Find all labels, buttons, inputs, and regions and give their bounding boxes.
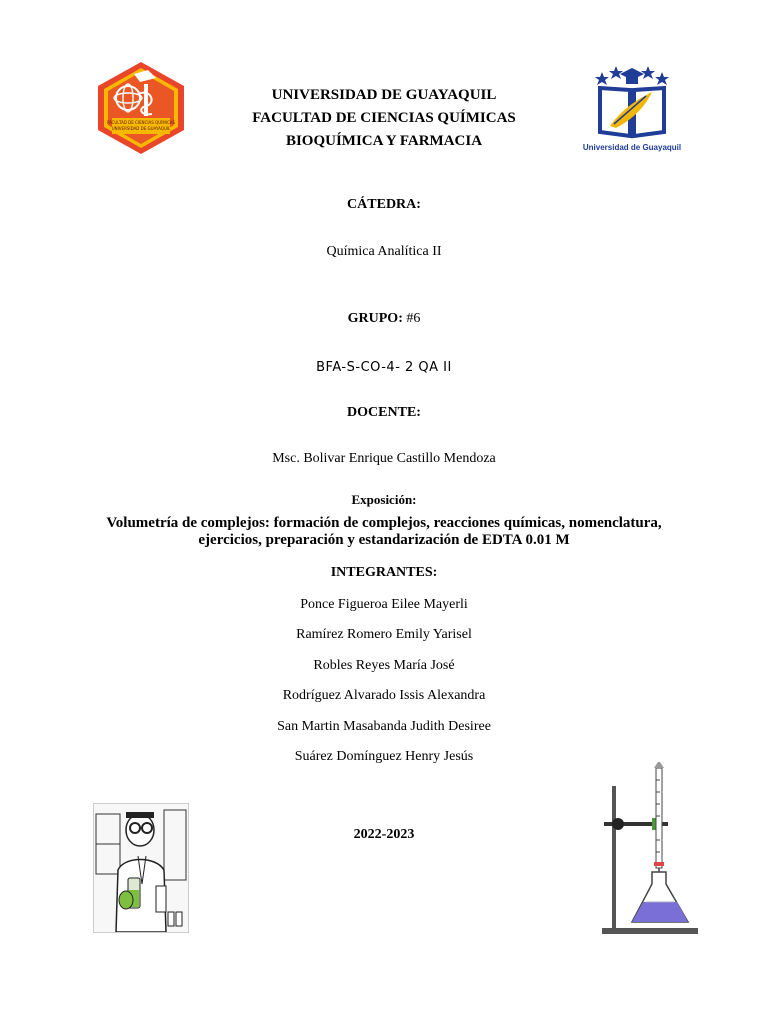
titration-apparatus-icon (588, 760, 708, 940)
member-2: Ramírez Romero Emily Yarisel (296, 627, 472, 642)
integrantes-label: INTEGRANTES: (330, 565, 438, 580)
header-university: UNIVERSIDAD DE GUAYAQUIL (271, 87, 497, 103)
catedra-value: Química Analítica II (326, 244, 442, 259)
academic-year: 2022-2023 (353, 827, 415, 842)
faculty-logo-caption-1: FACULTAD DE CIENCIAS QUÍMICAS (106, 120, 176, 125)
course-code: BFA-S-CO-4- 2 QA II (316, 360, 452, 375)
member-4: Rodríguez Alvarado Issis Alexandra (282, 688, 486, 703)
header-faculty: FACULTAD DE CIENCIAS QUÍMICAS (252, 110, 516, 126)
member-3: Robles Reyes María José (313, 658, 455, 673)
header-career: BIOQUÍMICA Y FARMACIA (285, 133, 483, 149)
exposicion-title-1: Volumetría de complejos: formación de complejos, reacciones químicas, nomenclatura, (106, 515, 662, 531)
faculty-logo-caption-2: UNIVERSIDAD DE GUAYAQUIL (111, 126, 171, 131)
scientist-icon (94, 804, 188, 932)
exposicion-label: Exposición: (351, 492, 417, 507)
titration-image (588, 760, 708, 940)
catedra-label: CÁTEDRA: (347, 197, 421, 212)
grupo-line (0, 311, 768, 327)
member-5: San Martin Masabanda Judith Desiree (277, 719, 491, 734)
docente-name: Msc. Bolivar Enrique Castillo Mendoza (272, 451, 496, 466)
member-6: Suárez Domínguez Henry Jesús (294, 749, 474, 764)
exposicion-title-2: ejercicios, preparación y estandarización de EDTA 0.01 M (198, 532, 570, 548)
grupo-value: #6 (406, 311, 421, 326)
docente-label: DOCENTE: (347, 405, 421, 420)
grupo-label: GRUPO: (347, 311, 403, 326)
university-logo-caption: Universidad de Guayaquil (582, 143, 682, 152)
member-1: Ponce Figueroa Eilee Mayerli (300, 597, 468, 612)
scientist-image (93, 803, 189, 933)
